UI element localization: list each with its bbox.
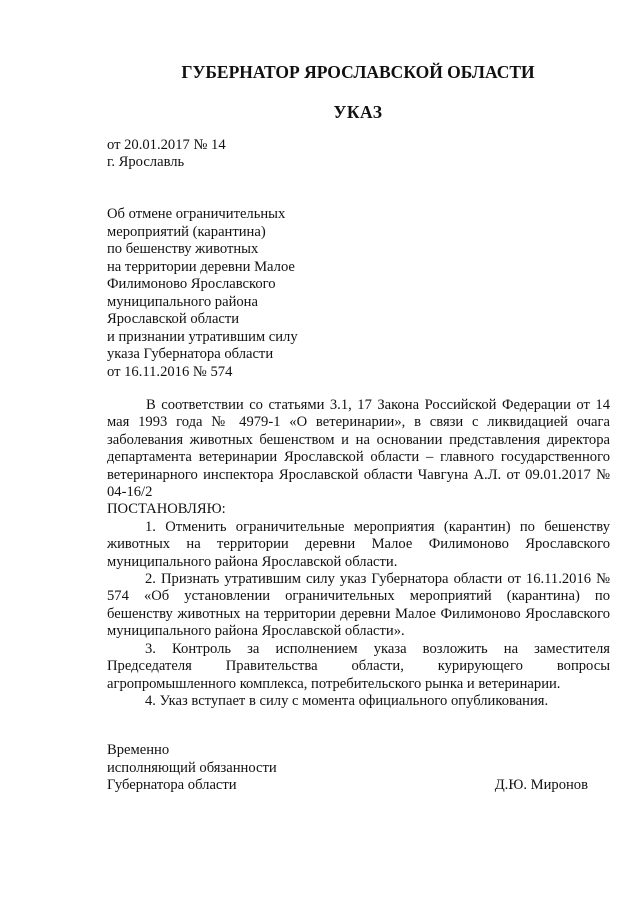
subject-line: муниципального района [107,293,258,310]
signatory-position-line: Губернатора области [107,777,237,793]
document-type: УКАЗ [333,102,383,122]
issuing-authority: ГУБЕРНАТОР ЯРОСЛАВСКОЙ ОБЛАСТИ [181,62,535,82]
subject-line: от 16.11.2016 № 574 [107,363,233,380]
decree-word: ПОСТАНОВЛЯЮ: [107,501,226,518]
subject-line: мероприятий (карантина) [107,223,266,240]
subject-line: по бешенству животных [107,241,259,257]
decree-item-4: 4. Указ вступает в силу с момента официального опубликования. [145,692,549,709]
subject-line: и признании утратившим силу [107,328,298,345]
preamble-paragraph: В соответствии со статьями 3.1, 17 Закона Российской Федерации от 14 мая 1993 года № 4979-1 «О ветеринарии», в связи с ликвидацией очага заболевания животных бешенством и на основании представления директора департамента ветеринарии Ярославской области – главного государственного ветеринарного инспектора Ярославской области Чавгуна А.Л. от 09.01.2017 № 04-16/2 [107,397,610,501]
subject-line: на территории деревни Малое [107,258,295,275]
signature-block [107,742,610,795]
document-date-number: от 20.01.2017 № 14 [107,137,226,153]
signatory-name: Д.Ю. Миронов [494,777,588,793]
decree-item-1: 1. Отменить ограничительные мероприятия (карантин) по бешенству животных на территории деревни Малое Филимоново Ярославского муниципального района Ярославской области. [107,518,610,570]
document-body [107,397,610,710]
signatory-position-line: Временно [107,742,170,758]
subject-line: Ярославской области [107,311,240,327]
subject-line: Об отмене ограничительных [107,206,286,222]
subject-line: указа Губернатора области [107,346,274,362]
document-subject [107,206,298,381]
decree-item-3: 3. Контроль за исполнением указа возложить на заместителя Председателя Правительства области, курирующего вопросы агропромышленного комплекса, потребительского рынка и ветеринарии. [107,640,610,692]
decree-item-2: 2. Признать утратившим силу указ Губернатора области от 16.11.2016 № 574 «Об установлении ограничительных мероприятий (карантина) по бешенству животных на территории деревни Малое Филимоново Ярославского муниципального района Ярославской области». [107,571,610,640]
signatory-position-line: исполняющий обязанности [107,759,277,776]
date-number-block [107,137,226,172]
document-place: г. Ярославль [107,154,185,171]
subject-line: Филимоново Ярославского [107,276,276,292]
